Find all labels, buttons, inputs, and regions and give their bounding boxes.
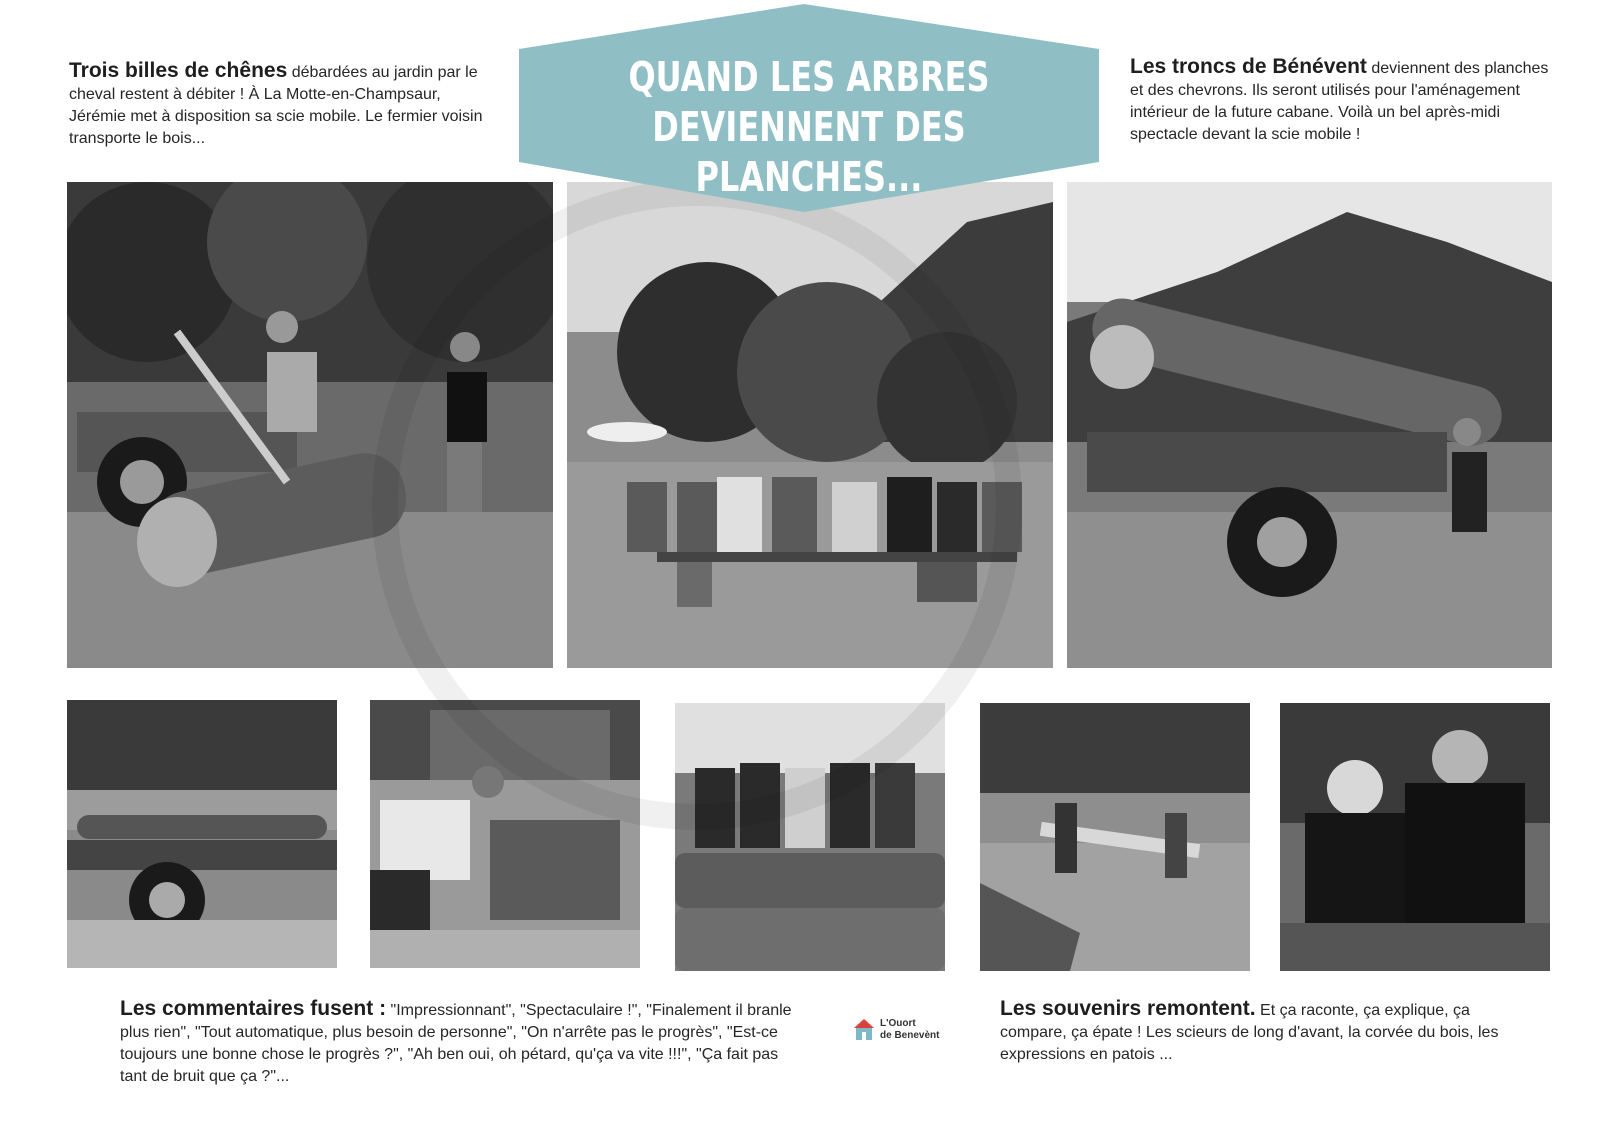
logo (852, 1016, 952, 1046)
photo-spectators-bench (567, 182, 1053, 668)
photo-log-lever (67, 182, 553, 668)
logo-house-icon (852, 1016, 876, 1044)
photo-group-seated (675, 703, 945, 971)
logo-line-1: L'Ouort (880, 1018, 916, 1029)
caption-body: Et ça raconte, ça explique, ça compare, ça épate ! Les scieurs de long d'avant, la corvée du bois, les expressions en patois ... (1000, 1002, 1499, 1063)
caption-lead: Trois billes de chênes (69, 59, 288, 82)
title-line-2: DEVIENNENT DES PLANCHES... (652, 103, 966, 201)
caption-top-right (1130, 56, 1550, 146)
caption-bottom-right (1000, 998, 1500, 1066)
caption-body: débardées au jardin par le cheval restent à débiter ! À La Motte-en-Champsaur, Jérémie met à disposition sa scie mobile. Le fermier voisin transporte le bois... (69, 64, 483, 147)
logo-line-2: de Benevènt (880, 1030, 940, 1041)
title-line-1: QUAND LES ARBRES (628, 53, 990, 101)
photo-trailer-log (67, 700, 337, 968)
caption-bottom-left (120, 998, 800, 1088)
caption-lead: Les troncs de Bénévent (1130, 55, 1367, 78)
photo-log-on-saw (1067, 182, 1552, 668)
caption-body: "Impressionnant", "Spectaculaire !", "Finalement il branle plus rien", "Tout automatique, plus besoin de personne", "On n'arrête pas le progrès", "Est-ce toujours une bonne chose le progrès ?", "Ah ben oui, oh pétard, qu'ça va vite !!!", "Ça fait pas tant de bruit que ça ?"... (120, 1002, 792, 1085)
caption-top-left (69, 60, 489, 150)
caption-body: deviennent des planches et des chevrons. Ils seront utilisés pour l'aménagement intérieur de la future cabane. Voilà un bel après-midi spectacle devant la scie mobile ! (1130, 60, 1549, 143)
logo-text (880, 1018, 939, 1042)
photo-carrying-plank (980, 703, 1250, 971)
title-banner (519, 4, 1099, 212)
caption-lead: Les souvenirs remontent. (1000, 997, 1256, 1020)
photo-two-elders (1280, 703, 1550, 971)
caption-lead: Les commentaires fusent : (120, 997, 387, 1020)
page-title (583, 52, 1035, 202)
photo-saw-operator (370, 700, 640, 968)
